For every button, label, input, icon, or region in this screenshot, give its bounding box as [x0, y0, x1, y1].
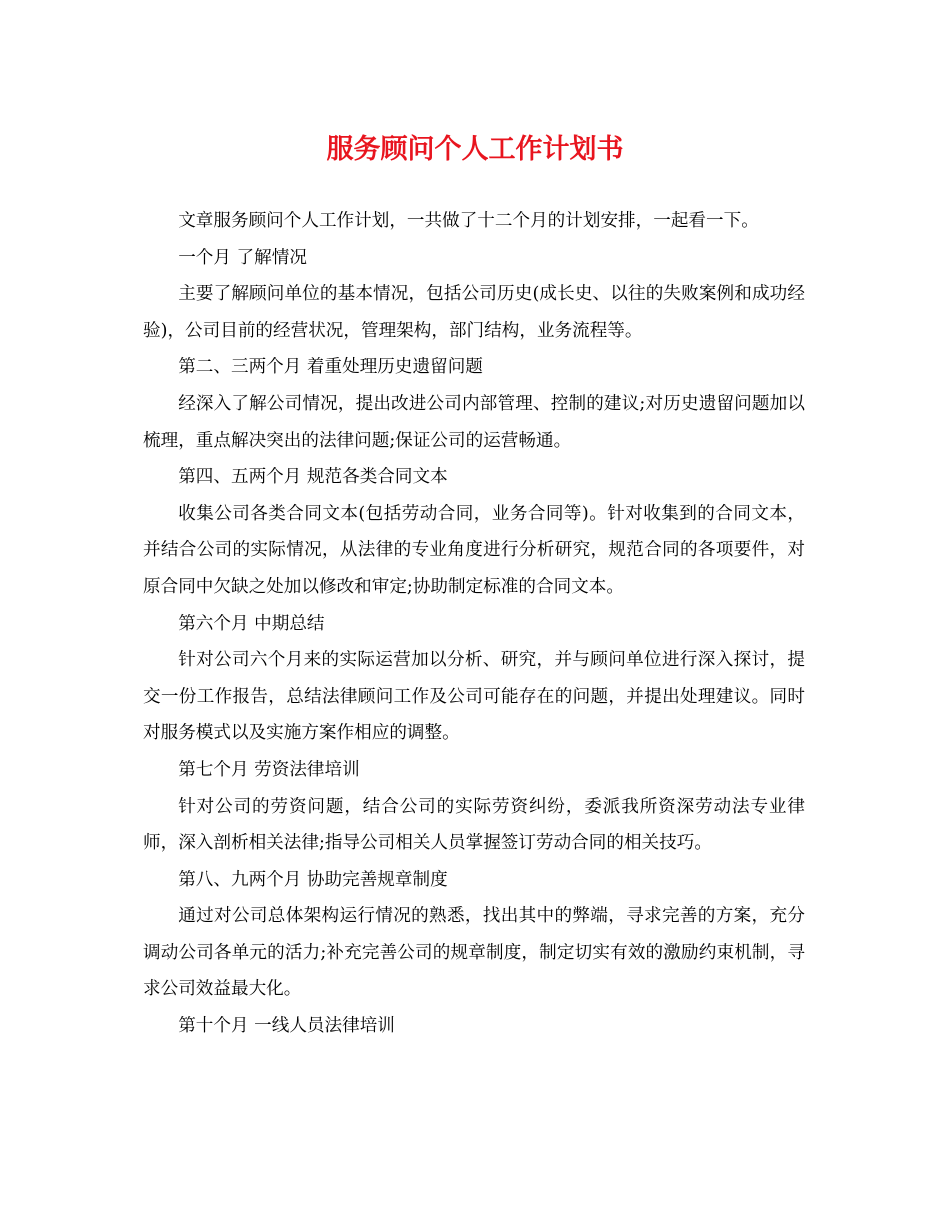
document-title: 服务顾问个人工作计划书: [326, 134, 624, 165]
paragraph-month-2-3: 经深入了解公司情况，提出改进公司内部管理、控制的建议;对历史遗留问题加以梳理，重点解决突出的法律问题;保证公司的运营畅通。: [143, 393, 805, 451]
paragraph-month-6: 针对公司六个月来的实际运营加以分析、研究，并与顾问单位进行深入探讨，提交一份工作报告，总结法律顾问工作及公司可能存在的问题，并提出处理建议。同时对服务模式以及实施方案作相应的调整。: [143, 650, 805, 744]
paragraph-month-8-9: 通过对公司总体架构运行情况的熟悉，找出其中的弊端，寻求完善的方案，充分调动公司各单元的活力;补充完善公司的规章制度，制定切实有效的激励约束机制，寻求公司效益最大化。: [143, 906, 805, 1000]
section-heading-month-8-9: 第八、九两个月 协助完善规章制度: [178, 869, 448, 890]
paragraph-intro: 文章服务顾问个人工作计划，一共做了十二个月的计划安排，一起看一下。: [178, 211, 759, 231]
section-heading-month-10: 第十个月 一线人员法律培训: [178, 1016, 395, 1037]
document-body: [143, 203, 805, 1045]
paragraph-month-7: 针对公司的劳资问题，结合公司的实际劳资纠纷，委派我所资深劳动法专业律师，深入剖析相关法律;指导公司相关人员掌握签订劳动合同的相关技巧。: [143, 796, 805, 854]
section-heading-month-2-3: 第二、三两个月 着重处理历史遗留问题: [178, 357, 483, 378]
section-heading-month-7: 第七个月 劳资法律培训: [178, 759, 360, 780]
section-heading-month-4-5: 第四、五两个月 规范各类合同文本: [178, 467, 448, 488]
paragraph-month-4-5: 收集公司各类合同文本(包括劳动合同，业务合同等)。针对收集到的合同文本，并结合公司的实际情况，从法律的专业角度进行分析研究，规范合同的各项要件，对原合同中欠缺之处加以修改和审定;协助制定标准的合同文本。: [143, 503, 805, 597]
paragraph-month-1: 主要了解顾问单位的基本情况，包括公司历史(成长史、以往的失败案例和成功经验)，公司目前的经营状况，管理架构，部门结构，业务流程等。: [143, 284, 805, 341]
section-heading-month-1: 一个月 了解情况: [178, 247, 307, 268]
section-heading-month-6: 第六个月 中期总结: [178, 613, 325, 634]
